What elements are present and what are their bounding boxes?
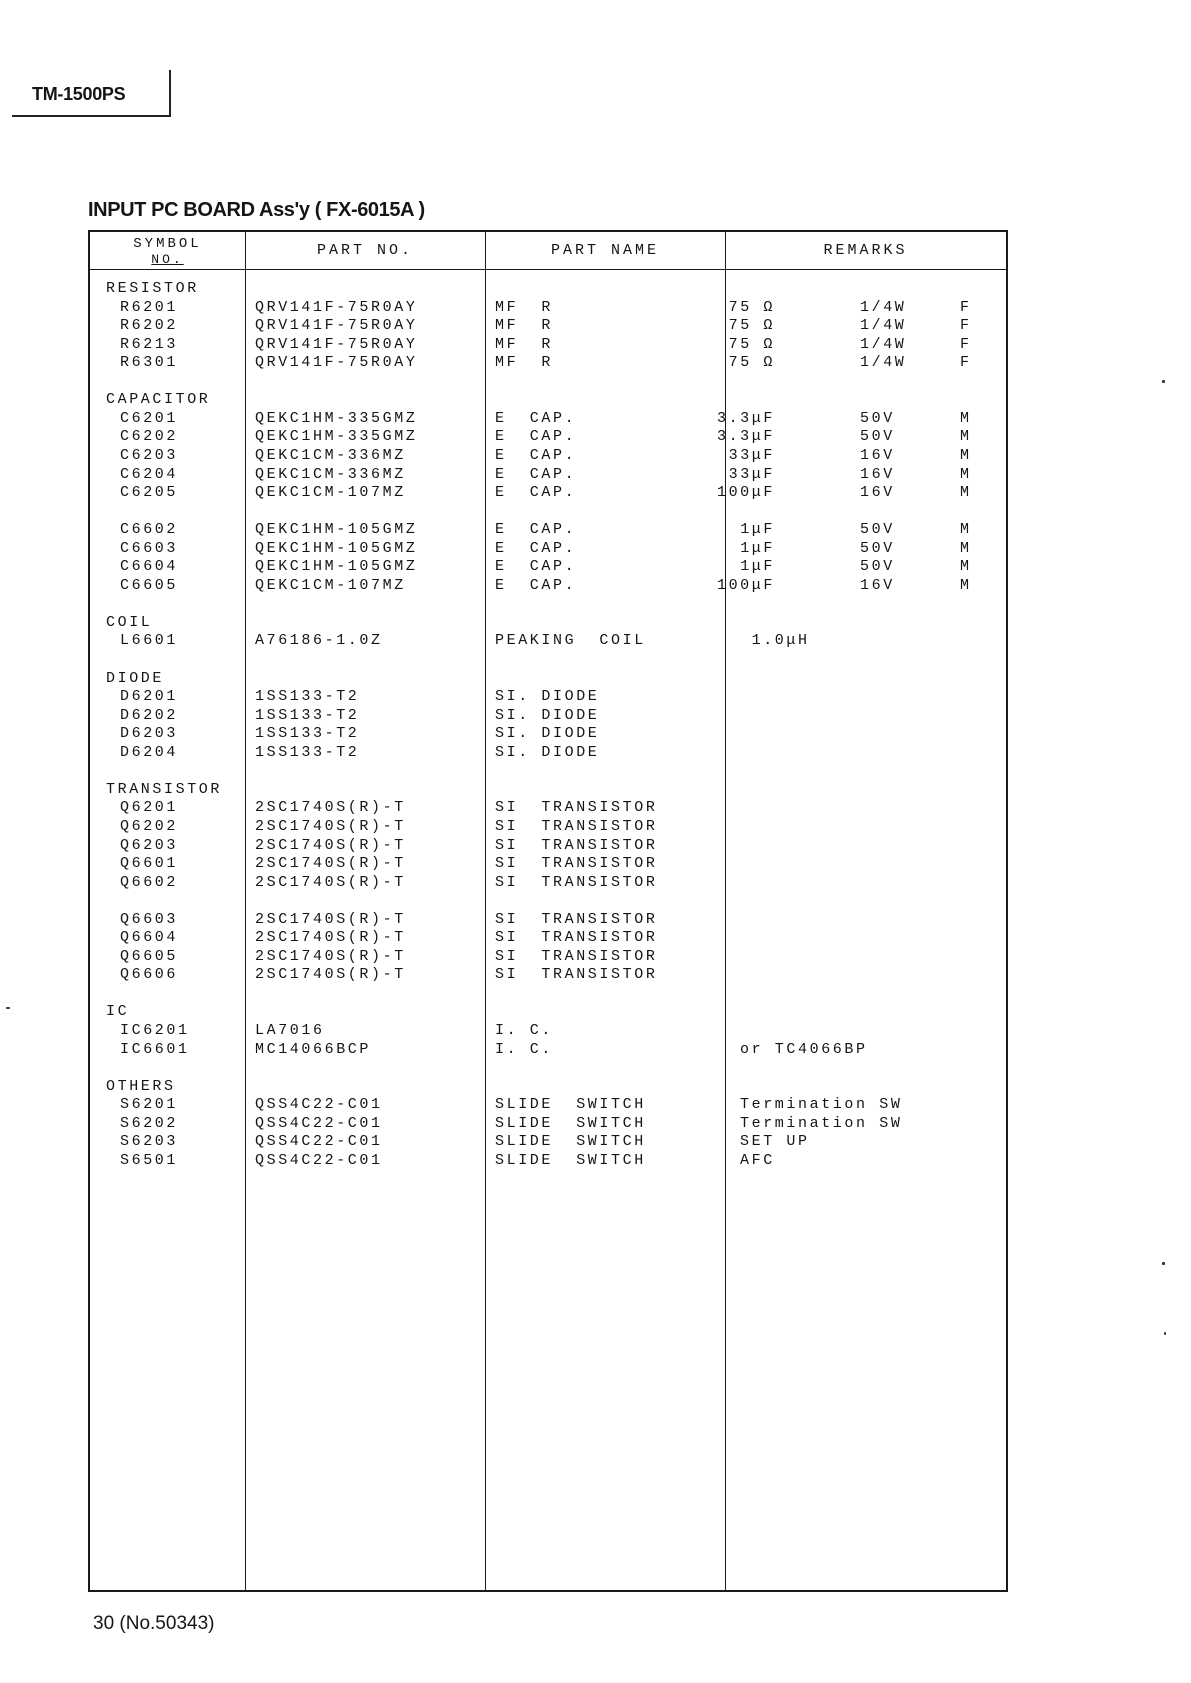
scan-speck bbox=[6, 1007, 10, 1009]
page-number: 30 (No.50343) bbox=[93, 1613, 215, 1634]
table-row bbox=[90, 1152, 1010, 1170]
symbol-cell: Q6604 bbox=[120, 929, 179, 947]
part-name-cell: E CAP. bbox=[495, 484, 577, 502]
symbol-cell: C6602 bbox=[120, 521, 179, 539]
table-row bbox=[90, 577, 1010, 595]
category-label: RESISTOR bbox=[106, 280, 199, 297]
category-heading bbox=[90, 614, 1010, 632]
symbol-cell: D6201 bbox=[120, 688, 179, 706]
part-no-cell: 2SC1740S(R)-T bbox=[255, 947, 406, 965]
remarks-tolerance: M bbox=[960, 409, 972, 427]
table-row bbox=[90, 707, 1010, 725]
category-heading bbox=[90, 391, 1010, 409]
category-label: TRANSISTOR bbox=[106, 780, 223, 798]
category-label: IC bbox=[106, 1003, 130, 1021]
part-name-cell: MF R bbox=[495, 298, 554, 316]
remarks-rating: 16V bbox=[860, 446, 895, 464]
part-no-cell: 1SS133-T2 bbox=[255, 688, 360, 706]
table-row bbox=[90, 799, 1010, 817]
remarks-rating: 50V bbox=[860, 539, 895, 557]
part-no-cell: 2SC1740S(R)-T bbox=[255, 817, 406, 835]
table-row bbox=[90, 299, 1010, 317]
remarks-rating: 16V bbox=[860, 484, 895, 502]
part-name-cell: MF R bbox=[495, 335, 554, 353]
symbol-cell: C6201 bbox=[120, 409, 179, 427]
symbol-cell: L6601 bbox=[120, 632, 179, 650]
symbol-cell: S6501 bbox=[120, 1151, 179, 1169]
part-no-cell: QSS4C22-C01 bbox=[255, 1114, 383, 1132]
part-no-cell: 2SC1740S(R)-T bbox=[255, 873, 406, 891]
part-no-cell: QSS4C22-C01 bbox=[255, 1133, 383, 1151]
remarks-tolerance: M bbox=[960, 446, 972, 464]
part-name-cell: MF R bbox=[495, 354, 554, 372]
symbol-cell: Q6606 bbox=[120, 966, 179, 984]
part-name-cell: SLIDE SWITCH bbox=[495, 1096, 646, 1114]
remarks-value: 100μF bbox=[716, 484, 775, 502]
column-header-symbol-label: SYMBOL bbox=[133, 235, 202, 252]
table-row bbox=[90, 484, 1010, 502]
remarks-value: 33μF bbox=[728, 446, 775, 464]
part-name-cell: E CAP. bbox=[495, 539, 577, 557]
remarks-value: 3.3μF bbox=[716, 428, 775, 446]
model-label: TM-1500PS bbox=[32, 84, 126, 104]
part-no-cell: QEKC1HM-335GMZ bbox=[255, 428, 418, 446]
remarks-tolerance: M bbox=[960, 521, 972, 539]
part-name-cell: SI TRANSISTOR bbox=[495, 947, 658, 965]
part-name-cell: I. C. bbox=[495, 1040, 554, 1058]
part-name-cell: E CAP. bbox=[495, 558, 577, 576]
table-row bbox=[90, 1041, 1010, 1059]
table-row bbox=[90, 874, 1010, 892]
section-title: INPUT PC BOARD Ass'y ( FX-6015A ) bbox=[88, 199, 425, 221]
remarks-tolerance: M bbox=[960, 465, 972, 483]
part-no-cell: A76186-1.0Z bbox=[255, 632, 383, 650]
part-name-cell: SI TRANSISTOR bbox=[495, 910, 658, 928]
part-no-cell: 1SS133-T2 bbox=[255, 743, 360, 761]
remarks-rating: 1/4W bbox=[860, 298, 907, 316]
remarks-value: 1μF bbox=[740, 558, 775, 576]
scan-speck bbox=[1164, 1332, 1166, 1335]
remarks-cell: Termination SW bbox=[740, 1114, 903, 1132]
part-no-cell: 2SC1740S(R)-T bbox=[255, 836, 406, 854]
table-row bbox=[90, 632, 1010, 650]
part-name-cell: SLIDE SWITCH bbox=[495, 1114, 646, 1132]
part-name-cell: SLIDE SWITCH bbox=[495, 1133, 646, 1151]
remarks-tolerance: F bbox=[960, 317, 972, 335]
table-row bbox=[90, 929, 1010, 947]
part-no-cell: MC14066BCP bbox=[255, 1040, 372, 1058]
table-row bbox=[90, 354, 1010, 372]
table-row bbox=[90, 410, 1010, 428]
part-no-cell: 2SC1740S(R)-T bbox=[255, 910, 406, 928]
remarks-value: 75 Ω bbox=[728, 298, 775, 316]
part-no-cell: QRV141F-75R0AY bbox=[255, 354, 418, 372]
remarks-tolerance: M bbox=[960, 484, 972, 502]
part-name-cell: SI. DIODE bbox=[495, 706, 600, 724]
part-name-cell: SI. DIODE bbox=[495, 743, 600, 761]
remarks-cell: AFC bbox=[740, 1151, 775, 1169]
part-no-cell: LA7016 bbox=[255, 1022, 325, 1039]
symbol-cell: R6201 bbox=[120, 298, 179, 316]
part-no-cell: QSS4C22-C01 bbox=[255, 1096, 383, 1114]
part-name-cell: PEAKING COIL bbox=[495, 632, 646, 650]
model-divider bbox=[169, 70, 171, 116]
remarks-value: 3.3μF bbox=[716, 409, 775, 427]
part-no-cell: 2SC1740S(R)-T bbox=[255, 799, 406, 817]
remarks-tolerance: M bbox=[960, 576, 972, 594]
part-name-cell: SI. DIODE bbox=[495, 725, 600, 743]
remarks-tolerance: F bbox=[960, 354, 972, 372]
remarks-cell: SET UP bbox=[740, 1133, 810, 1151]
part-no-cell: 1SS133-T2 bbox=[255, 706, 360, 724]
symbol-cell: R6202 bbox=[120, 317, 179, 335]
part-no-cell: QEKC1CM-336MZ bbox=[255, 446, 406, 464]
symbol-cell: IC6601 bbox=[120, 1040, 190, 1058]
table-row bbox=[90, 540, 1010, 558]
part-name-cell: MF R bbox=[495, 317, 554, 335]
remarks-tolerance: M bbox=[960, 428, 972, 446]
remarks-cell: 1.0μH bbox=[740, 632, 810, 650]
symbol-cell: C6604 bbox=[120, 558, 179, 576]
part-no-cell: 2SC1740S(R)-T bbox=[255, 855, 406, 873]
remarks-rating: 50V bbox=[860, 558, 895, 576]
table-row bbox=[90, 744, 1010, 762]
category-heading bbox=[90, 781, 1010, 799]
table-row bbox=[90, 837, 1010, 855]
part-name-cell: SI. DIODE bbox=[495, 688, 600, 706]
column-header-part-name: PART NAME bbox=[550, 242, 659, 259]
table-row bbox=[90, 428, 1010, 446]
table-row bbox=[90, 725, 1010, 743]
header-rule bbox=[90, 269, 1006, 270]
part-no-cell: QEKC1HM-105GMZ bbox=[255, 521, 418, 539]
symbol-cell: C6203 bbox=[120, 446, 179, 464]
remarks-value: 1μF bbox=[740, 539, 775, 557]
table-row bbox=[90, 948, 1010, 966]
symbol-cell: Q6605 bbox=[120, 947, 179, 965]
part-name-cell: SLIDE SWITCH bbox=[495, 1151, 646, 1169]
symbol-cell: Q6601 bbox=[120, 855, 179, 873]
symbol-cell: IC6201 bbox=[120, 1022, 190, 1039]
remarks-value: 1μF bbox=[740, 521, 775, 539]
part-name-cell: E CAP. bbox=[495, 465, 577, 483]
symbol-cell: D6203 bbox=[120, 725, 179, 743]
remarks-rating: 16V bbox=[860, 576, 895, 594]
part-no-cell: QEKC1CM-107MZ bbox=[255, 484, 406, 502]
part-no-cell: QRV141F-75R0AY bbox=[255, 317, 418, 335]
part-name-cell: SI TRANSISTOR bbox=[495, 855, 658, 873]
remarks-value: 75 Ω bbox=[728, 354, 775, 372]
symbol-cell: Q6202 bbox=[120, 817, 179, 835]
table-row bbox=[90, 1133, 1010, 1151]
table-row bbox=[90, 966, 1010, 984]
part-name-cell: SI TRANSISTOR bbox=[495, 817, 658, 835]
category-label: DIODE bbox=[106, 669, 165, 687]
part-name-cell: I. C. bbox=[495, 1022, 554, 1039]
table-row bbox=[90, 1022, 1010, 1040]
category-label: OTHERS bbox=[106, 1077, 176, 1095]
symbol-cell: C6205 bbox=[120, 484, 179, 502]
table-row bbox=[90, 317, 1010, 335]
part-no-cell: QEKC1HM-105GMZ bbox=[255, 558, 418, 576]
remarks-rating: 16V bbox=[860, 465, 895, 483]
column-header-remarks: REMARKS bbox=[823, 242, 908, 259]
remarks-tolerance: F bbox=[960, 298, 972, 316]
column-header-part-no: PART NO. bbox=[316, 242, 413, 259]
part-no-cell: QRV141F-75R0AY bbox=[255, 335, 418, 353]
table-row bbox=[90, 688, 1010, 706]
symbol-cell: S6201 bbox=[120, 1096, 179, 1114]
scan-speck bbox=[1162, 1262, 1165, 1265]
symbol-cell: C6202 bbox=[120, 428, 179, 446]
part-name-cell: SI TRANSISTOR bbox=[495, 873, 658, 891]
table-row bbox=[90, 466, 1010, 484]
remarks-value: 75 Ω bbox=[728, 317, 775, 335]
category-heading bbox=[90, 1003, 1010, 1021]
part-no-cell: QEKC1CM-107MZ bbox=[255, 576, 406, 594]
remarks-tolerance: M bbox=[960, 539, 972, 557]
symbol-cell: D6204 bbox=[120, 743, 179, 761]
parts-table bbox=[88, 230, 1008, 1592]
remarks-rating: 50V bbox=[860, 409, 895, 427]
part-no-cell: QEKC1HM-335GMZ bbox=[255, 409, 418, 427]
part-name-cell: SI TRANSISTOR bbox=[495, 966, 658, 984]
symbol-cell: R6213 bbox=[120, 335, 179, 353]
symbol-cell: C6605 bbox=[120, 576, 179, 594]
category-label: COIL bbox=[106, 613, 153, 631]
column-header-symbol bbox=[90, 232, 245, 269]
remarks-value: 75 Ω bbox=[728, 335, 775, 353]
scan-speck bbox=[1162, 380, 1165, 383]
symbol-cell: D6202 bbox=[120, 706, 179, 724]
remarks-value: 100μF bbox=[716, 576, 775, 594]
remarks-rating: 1/4W bbox=[860, 354, 907, 372]
remarks-value: 33μF bbox=[728, 465, 775, 483]
part-name-cell: SI TRANSISTOR bbox=[495, 929, 658, 947]
table-row bbox=[90, 558, 1010, 576]
part-no-cell: 2SC1740S(R)-T bbox=[255, 929, 406, 947]
symbol-cell: Q6203 bbox=[120, 836, 179, 854]
table-row bbox=[90, 818, 1010, 836]
column-header-symbol-no: NO. bbox=[151, 251, 184, 267]
symbol-cell: S6202 bbox=[120, 1114, 179, 1132]
table-row bbox=[90, 521, 1010, 539]
part-name-cell: E CAP. bbox=[495, 409, 577, 427]
part-name-cell: SI TRANSISTOR bbox=[495, 799, 658, 817]
part-no-cell: 1SS133-T2 bbox=[255, 725, 360, 743]
symbol-cell: Q6603 bbox=[120, 910, 179, 928]
table-row bbox=[90, 447, 1010, 465]
remarks-cell: or TC4066BP bbox=[740, 1040, 868, 1058]
symbol-cell: Q6201 bbox=[120, 799, 179, 817]
symbol-cell: C6204 bbox=[120, 465, 179, 483]
table-row bbox=[90, 1096, 1010, 1114]
category-label: CAPACITOR bbox=[106, 391, 211, 409]
table-row bbox=[90, 336, 1010, 354]
remarks-tolerance: M bbox=[960, 558, 972, 576]
part-no-cell: QEKC1CM-336MZ bbox=[255, 465, 406, 483]
part-name-cell: E CAP. bbox=[495, 428, 577, 446]
part-no-cell: QEKC1HM-105GMZ bbox=[255, 539, 418, 557]
symbol-cell: Q6602 bbox=[120, 873, 179, 891]
category-heading bbox=[90, 280, 1010, 298]
part-name-cell: E CAP. bbox=[495, 446, 577, 464]
model-header bbox=[0, 70, 171, 116]
model-underline bbox=[12, 115, 171, 117]
category-heading bbox=[90, 670, 1010, 688]
table-row bbox=[90, 1115, 1010, 1133]
part-no-cell: QRV141F-75R0AY bbox=[255, 298, 418, 316]
part-name-cell: E CAP. bbox=[495, 576, 577, 594]
table-row bbox=[90, 911, 1010, 929]
symbol-cell: C6603 bbox=[120, 539, 179, 557]
category-heading bbox=[90, 1078, 1010, 1096]
remarks-rating: 50V bbox=[860, 521, 895, 539]
symbol-cell: R6301 bbox=[120, 354, 179, 372]
part-name-cell: SI TRANSISTOR bbox=[495, 836, 658, 854]
remarks-rating: 1/4W bbox=[860, 335, 907, 353]
remarks-rating: 1/4W bbox=[860, 317, 907, 335]
part-no-cell: QSS4C22-C01 bbox=[255, 1151, 383, 1169]
part-no-cell: 2SC1740S(R)-T bbox=[255, 966, 406, 984]
table-row bbox=[90, 855, 1010, 873]
remarks-cell: Termination SW bbox=[740, 1096, 903, 1114]
remarks-rating: 50V bbox=[860, 428, 895, 446]
symbol-cell: S6203 bbox=[120, 1133, 179, 1151]
remarks-tolerance: F bbox=[960, 335, 972, 353]
part-name-cell: E CAP. bbox=[495, 521, 577, 539]
